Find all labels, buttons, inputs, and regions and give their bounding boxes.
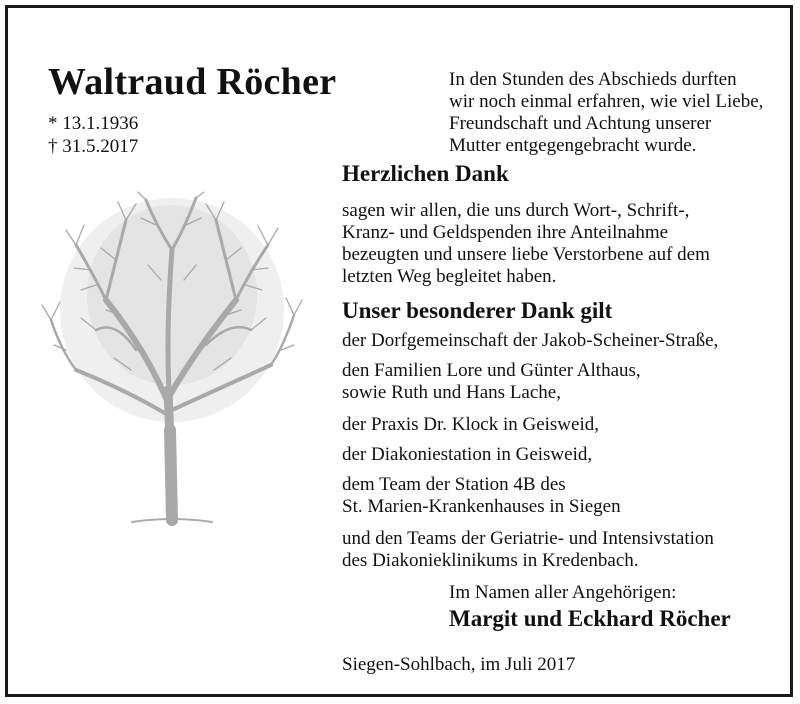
- thanks-line: und den Teams der Geriatrie- und Intensivstation: [342, 528, 714, 549]
- obituary-card: [5, 5, 793, 697]
- thanks-line: der Diakoniestation in Geisweid,: [342, 444, 593, 465]
- intro-line: Mutter entgegengebracht wurde.: [449, 135, 697, 156]
- thanks-group: [342, 474, 718, 518]
- paragraph-line: sagen wir allen, die uns durch Wort-, Schrift-,: [342, 200, 690, 221]
- thanks-line: der Dorfgemeinschaft der Jakob-Scheiner-Straße,: [342, 330, 719, 351]
- intro-line: wir noch einmal erfahren, wie viel Liebe,: [449, 91, 764, 112]
- family-names: Margit und Eckhard Röcher: [449, 606, 731, 631]
- thanks-line: der Praxis Dr. Klock in Geisweid,: [342, 414, 599, 435]
- tree-icon: [36, 190, 308, 530]
- thanks-line: den Familien Lore und Günter Althaus,: [342, 360, 641, 381]
- heading-thanks: Herzlichen Dank: [342, 161, 509, 186]
- special-thanks-list: [342, 330, 718, 582]
- intro-line: In den Stunden des Abschieds durften: [449, 69, 737, 90]
- thanks-line: St. Marien-Krankenhauses in Siegen: [342, 496, 621, 517]
- thanks-line: des Diakonieklinikums in Kredenbach.: [342, 550, 639, 571]
- thanks-group: [342, 360, 718, 404]
- paragraph-line: Kranz- und Geldspenden ihre Anteilnahme: [342, 222, 669, 243]
- thanks-group: [342, 444, 718, 466]
- birth-date: * 13.1.1936: [48, 113, 139, 134]
- thanks-group: [342, 330, 718, 352]
- thanks-paragraph: [342, 200, 710, 288]
- heading-special-thanks: Unser besonderer Dank gilt: [342, 298, 613, 323]
- intro-line: Freundschaft und Achtung unserer: [449, 113, 712, 134]
- tree-illustration: [42, 192, 302, 522]
- thanks-line: sowie Ruth und Hans Lache,: [342, 382, 561, 403]
- deceased-name: Waltraud Röcher: [48, 61, 337, 103]
- life-dates: [48, 112, 138, 158]
- intro-text: [449, 69, 763, 157]
- paragraph-line: letzten Weg begleitet haben.: [342, 266, 557, 287]
- place-and-date: Siegen-Sohlbach, im Juli 2017: [342, 654, 576, 675]
- thanks-group: [342, 528, 718, 572]
- thanks-group: [342, 414, 718, 436]
- death-date: † 31.5.2017: [48, 136, 139, 157]
- paragraph-line: bezeugten und unsere liebe Verstorbene auf dem: [342, 244, 710, 265]
- on-behalf-text: Im Namen aller Angehörigen:: [449, 582, 677, 603]
- thanks-line: dem Team der Station 4B des: [342, 474, 566, 495]
